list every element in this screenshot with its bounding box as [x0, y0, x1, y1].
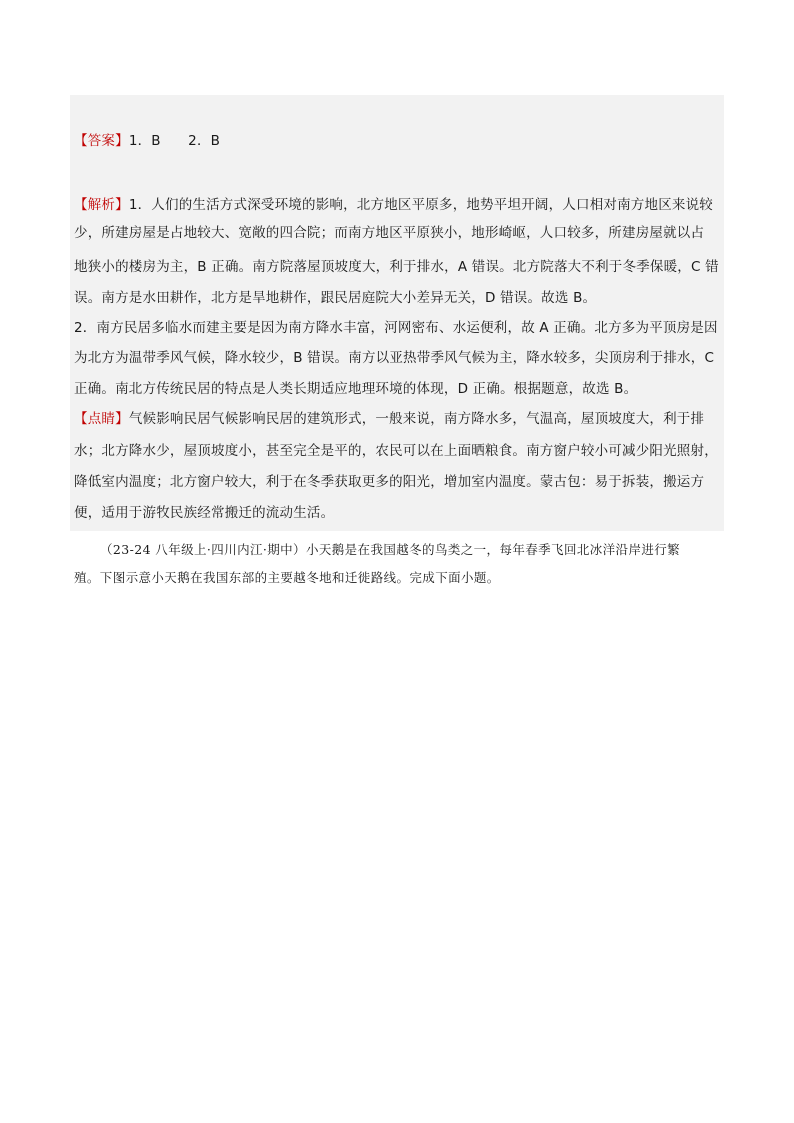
answer-analysis-panel: [70, 95, 724, 531]
comment-line-4: 便，适用于游牧民族经常搬迁的流动生活。: [74, 505, 335, 521]
analysis-tag: 【解析】: [74, 197, 129, 213]
question-line-2: 殖。下图示意小天鹅在我国东部的主要越冬地和迁徙路线。完成下面小题。: [74, 570, 500, 585]
analysis-line-5: 2．南方民居多临水而建主要是因为南方降水丰富，河网密布、水运便利，故 A 正确。北方多为平顶房是因: [74, 320, 718, 336]
comment-line-3: 降低室内温度；北方窗户较大，利于在冬季获取更多的阳光，增加室内温度。蒙古包：易于拆装，搬运方: [74, 474, 705, 490]
comment-line-1: [74, 406, 704, 432]
answer-tag: 【答案】: [74, 133, 129, 149]
comment-line-2: 水；北方降水少，屋顶坡度小，甚至完全是平的，农民可以在上面晒粮食。南方窗户较小可减少阳光照射，: [74, 443, 718, 459]
answer-line: [74, 128, 220, 154]
analysis-line-4: 误。南方是水田耕作，北方是旱地耕作，跟民居庭院大小差异无关，D 错误。故选 B。: [74, 290, 597, 306]
analysis-line-3: 地狭小的楼房为主，B 正确。南方院落屋顶坡度大，利于排水，A 错误。北方院落大不利于冬季保暖，C 错: [74, 259, 719, 275]
analysis-line-7: 正确。南北方传统民居的特点是人类长期适应地理环境的体现，D 正确。根据题意，故选 B。: [74, 381, 638, 397]
analysis-line-6: 为北方为温带季风气候，降水较少，B 错误。南方以亚热带季风气候为主，降水较多，尖顶房利于排水，C: [74, 350, 715, 366]
analysis-line-2: 少，所建房屋是占地较大、宽敞的四合院；而南方地区平原狭小，地形崎岖，人口较多，所建房屋就以占: [74, 225, 705, 241]
analysis-text-1: 1．人们的生活方式深受环境的影响，北方地区平原多，地势平坦开阔，人口相对南方地区来说较: [128, 197, 714, 213]
answer-text: 1．B 2．B: [128, 133, 221, 149]
comment-tag: 【点睛】: [74, 411, 129, 427]
analysis-line-1: [74, 192, 713, 218]
question-line-1: （23-24 八年级上·四川内江·期中）小天鹅是在我国越冬的鸟类之一，每年春季飞回北冰洋沿岸进行繁: [100, 542, 681, 557]
comment-text-1: 气候影响民居气候影响民居的建筑形式，一般来说，南方降水多，气温高，屋顶坡度大，利于排: [128, 411, 705, 427]
